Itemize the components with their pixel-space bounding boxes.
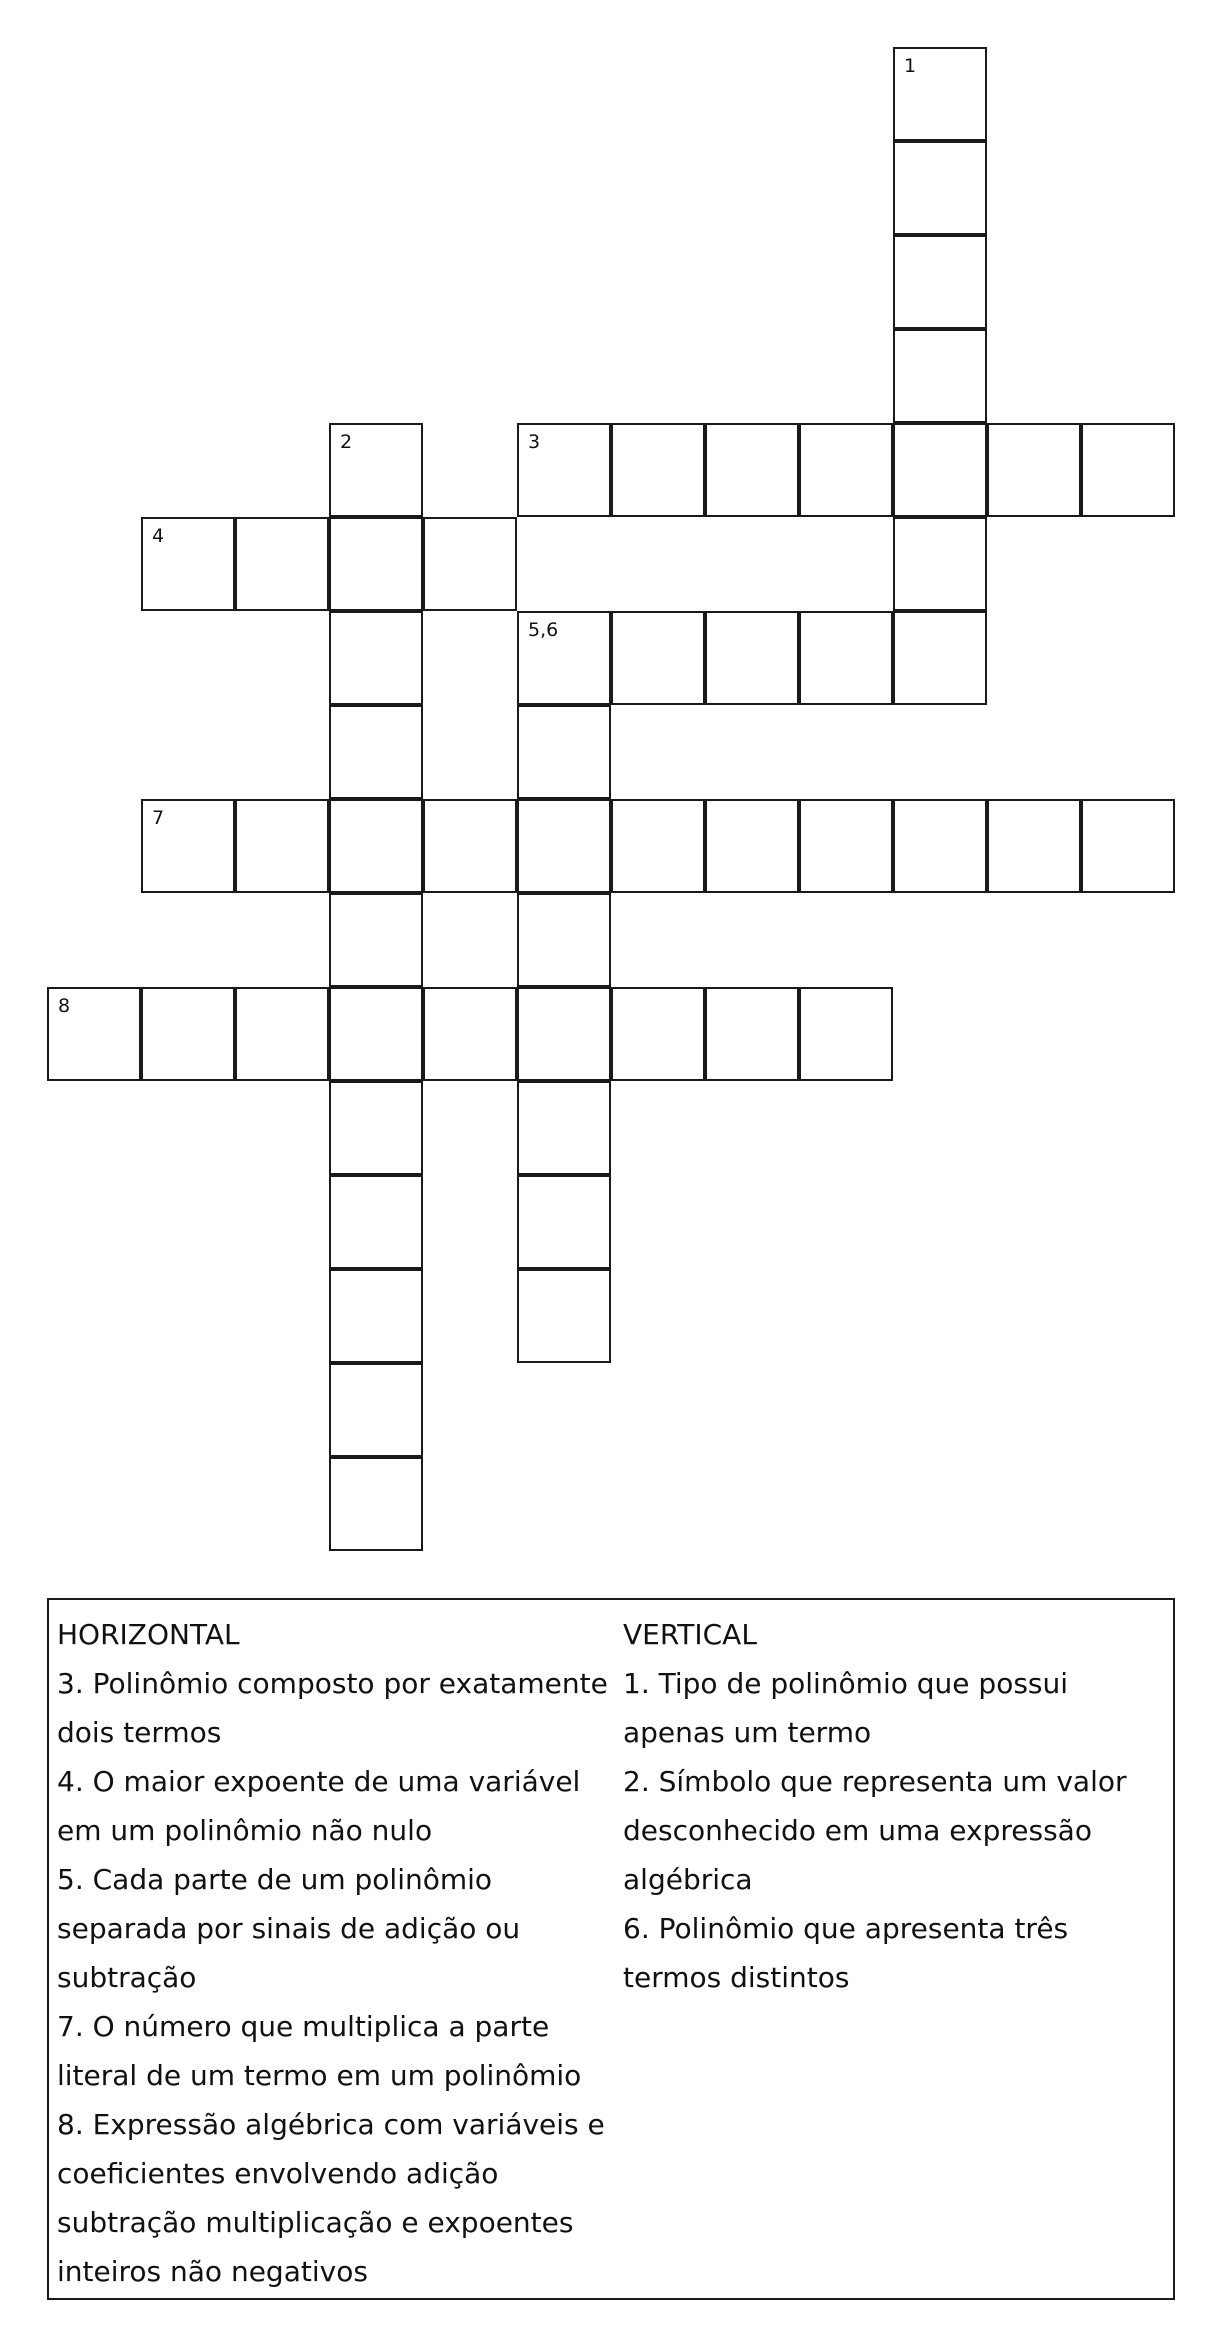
clue-across-8: 8. Expressão algébrica com variáveis e coeficientes envolvendo adição subtração multiplicação e expoentes inteiros não negativos xyxy=(57,2108,605,2288)
crossword-cell[interactable] xyxy=(329,1081,423,1175)
vertical-heading: VERTICAL xyxy=(623,1618,757,1651)
crossword-cell[interactable] xyxy=(1081,799,1175,893)
crossword-cell[interactable] xyxy=(423,799,517,893)
crossword-cell[interactable] xyxy=(329,893,423,987)
crossword-cell[interactable] xyxy=(329,799,423,893)
crossword-cell[interactable] xyxy=(235,799,329,893)
crossword-cell[interactable] xyxy=(329,1457,423,1551)
crossword-cell[interactable] xyxy=(893,799,987,893)
crossword-cell[interactable] xyxy=(329,1175,423,1269)
vertical-clues xyxy=(623,1610,1168,2002)
crossword-cell[interactable] xyxy=(329,423,423,517)
clue-down-1: 1. Tipo de polinômio que possui apenas um termo xyxy=(623,1667,1069,1749)
crossword-cell[interactable] xyxy=(141,799,235,893)
crossword-cell[interactable] xyxy=(47,987,141,1081)
crossword-cell[interactable] xyxy=(235,517,329,611)
clue-across-3: 3. Polinômio composto por exatamente dois termos xyxy=(57,1667,608,1749)
crossword-cell[interactable] xyxy=(611,799,705,893)
clue-across-4: 4. O maior expoente de uma variável em um polinômio não nulo xyxy=(57,1765,581,1847)
crossword-cell[interactable] xyxy=(705,799,799,893)
crossword-cell[interactable] xyxy=(893,329,987,423)
crossword-cell[interactable] xyxy=(329,987,423,1081)
crossword-cell[interactable] xyxy=(611,611,705,705)
crossword-cell[interactable] xyxy=(517,1175,611,1269)
crossword-cell[interactable] xyxy=(329,1363,423,1457)
crossword-cell[interactable] xyxy=(517,423,611,517)
crossword-cell[interactable] xyxy=(423,517,517,611)
horizontal-heading: HORIZONTAL xyxy=(57,1618,240,1651)
horizontal-clues xyxy=(57,1610,612,2296)
crossword-cell[interactable] xyxy=(517,611,611,705)
crossword-cell[interactable] xyxy=(705,611,799,705)
cell-number: 1 xyxy=(904,55,917,77)
crossword-cell[interactable] xyxy=(329,1269,423,1363)
crossword-cell[interactable] xyxy=(329,517,423,611)
crossword-cell[interactable] xyxy=(705,987,799,1081)
cell-number: 4 xyxy=(152,525,165,547)
crossword-cell[interactable] xyxy=(517,1269,611,1363)
crossword-cell[interactable] xyxy=(799,987,893,1081)
clues-box xyxy=(47,1598,1175,2300)
crossword-cell[interactable] xyxy=(517,799,611,893)
crossword-cell[interactable] xyxy=(893,611,987,705)
clue-down-6: 6. Polinômio que apresenta três termos distintos xyxy=(623,1912,1069,1994)
cell-number: 5,6 xyxy=(528,619,559,641)
crossword-cell[interactable] xyxy=(517,893,611,987)
crossword-cell[interactable] xyxy=(611,423,705,517)
cell-number: 3 xyxy=(528,431,541,453)
crossword-cell[interactable] xyxy=(517,987,611,1081)
crossword-cell[interactable] xyxy=(517,705,611,799)
clue-down-2: 2. Símbolo que representa um valor desconhecido em uma expressão algébrica xyxy=(623,1765,1127,1896)
crossword-cell[interactable] xyxy=(987,423,1081,517)
crossword-cell[interactable] xyxy=(517,1081,611,1175)
crossword-cell[interactable] xyxy=(893,141,987,235)
cell-number: 7 xyxy=(152,807,165,829)
crossword-cell[interactable] xyxy=(893,235,987,329)
crossword-cell[interactable] xyxy=(329,611,423,705)
clue-across-5: 5. Cada parte de um polinômio separada por sinais de adição ou subtração xyxy=(57,1863,521,1994)
crossword-cell[interactable] xyxy=(799,799,893,893)
crossword-cell[interactable] xyxy=(423,987,517,1081)
crossword-cell[interactable] xyxy=(893,47,987,141)
crossword-cell[interactable] xyxy=(141,987,235,1081)
crossword-cell[interactable] xyxy=(799,611,893,705)
crossword-cell[interactable] xyxy=(611,987,705,1081)
crossword-cell[interactable] xyxy=(1081,423,1175,517)
clue-across-7: 7. O número que multiplica a parte literal de um termo em um polinômio xyxy=(57,2010,582,2092)
crossword-cell[interactable] xyxy=(141,517,235,611)
crossword-cell[interactable] xyxy=(329,705,423,799)
crossword-cell[interactable] xyxy=(987,799,1081,893)
crossword-cell[interactable] xyxy=(893,517,987,611)
cell-number: 8 xyxy=(58,995,71,1017)
crossword-cell[interactable] xyxy=(893,423,987,517)
crossword-cell[interactable] xyxy=(705,423,799,517)
crossword-cell[interactable] xyxy=(235,987,329,1081)
cell-number: 2 xyxy=(340,431,353,453)
crossword-cell[interactable] xyxy=(799,423,893,517)
